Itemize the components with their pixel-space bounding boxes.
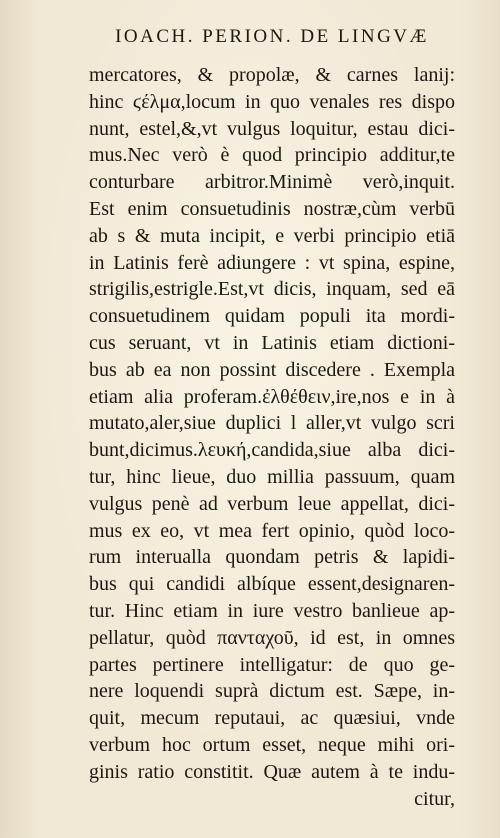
text-line: tur, hinc lieue, duo millia passuum, quam: [89, 465, 455, 488]
text-line: bus qui candidi albíque essent,designaren-: [89, 573, 455, 596]
text-line: mus ex eo, vt mea fert opinio, quòd loco-: [89, 519, 455, 542]
text-line: ginis ratio constitit. Quæ autem à te indu-: [89, 760, 455, 783]
text-line: verbum hoc ortum esset, neque mihi ori-: [89, 733, 455, 756]
text-line: mutato,aler,siue duplici l aller,vt vulgo scri: [89, 412, 455, 435]
text-line: ab s & muta incipit, e verbi principio etiā: [89, 224, 455, 247]
body-text: [89, 62, 455, 812]
text-line: tur. Hinc etiam in iure vestro banlieue ap-: [89, 599, 455, 622]
text-line: cus seruant, vt in Latinis etiam dictioni-: [89, 331, 455, 354]
running-head: [0, 26, 500, 48]
text-line: pellatur, quòd πανταχοῦ, id est, in omnes: [89, 626, 455, 649]
text-line: partes pertinere intelligatur: de quo ge-: [89, 653, 455, 676]
text-line: rum interualla quondam petris & lapidi-: [89, 546, 455, 569]
text-line: hinc ϛέλμα,locum in quo venales res dispo: [89, 90, 455, 113]
text-line: quit, mecum reputaui, ac quæsiui, vnde: [89, 707, 455, 730]
text-line: mercatores, & propolæ, & carnes lanij:: [89, 64, 455, 86]
text-line: Est enim consuetudinis nostræ,cùm verbū: [89, 197, 455, 220]
text-line: vulgus penè ad verbum leue appellat, dici-: [89, 492, 455, 515]
text-line: nere loquendi suprà dictum est. Sæpe, in-: [89, 680, 455, 703]
catchword: citur,: [414, 787, 455, 810]
running-head-text: IOACH. PERION. DE LINGVÆ: [115, 26, 429, 47]
text-line: conturbare arbitror.Minimè verò,inquit.: [89, 171, 455, 194]
text-line: in Latinis ferè adiungere : vt spina, espine,: [89, 251, 455, 274]
text-line: bunt,dicimus.λευκή,candida,siue alba dici-: [89, 439, 455, 462]
text-line: consuetudinem quidam populi ita mordi-: [89, 305, 455, 328]
text-line: nunt, estel,&,vt vulgus loquitur, estau dici-: [89, 117, 455, 140]
text-line: mus.Nec verò è quod principio additur,te: [89, 144, 455, 167]
text-line: strigilis,estrigle.Est,vt dicis, inquam, sed eā: [89, 278, 455, 301]
text-line: etiam alia proferam.ἐλθέθειν,ire,nos e in à: [89, 385, 455, 408]
text-line: bus ab ea non possint discedere . Exempla: [89, 358, 455, 381]
